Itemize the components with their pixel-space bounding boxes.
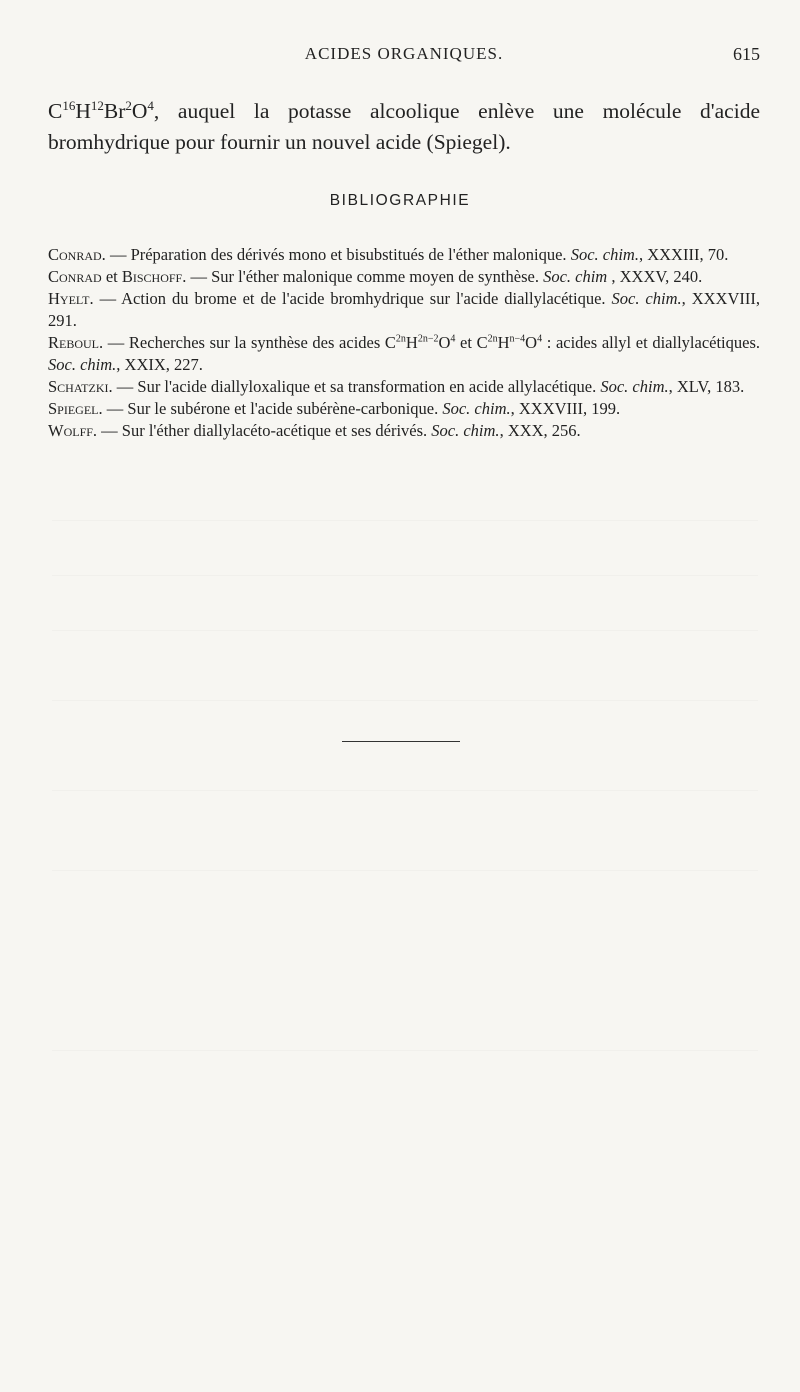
bibliography-list [48, 244, 760, 442]
entry-journal: Soc. chim. [48, 355, 117, 374]
formula-index: 4 [147, 97, 154, 113]
entry-text: et C [455, 333, 488, 352]
entry-text: — Action du brome et de l'acide bromhydrique sur l'acide diallylacétique. [93, 289, 612, 308]
formula-index: 16 [62, 97, 76, 113]
formula-element: H [75, 98, 91, 123]
entry-text: — Recherches sur la synthèse des acides C [103, 333, 396, 352]
entry-reference: , XXX, 256. [499, 421, 581, 440]
running-title: ACIDES ORGANIQUES. [304, 44, 504, 63]
show-through-line [52, 870, 758, 871]
entry-text: O [438, 333, 451, 352]
show-through-line [52, 1050, 758, 1051]
formula-element: C [48, 98, 63, 123]
entry-journal: Soc. chim. [600, 377, 669, 396]
intro-text: , auquel la potasse alcoolique enlève une molécule d'acide bromhydrique pour fournir un nouvel acide (Spiegel). [48, 98, 760, 154]
bibliography-entry [48, 244, 760, 266]
formula-index: 2n [395, 333, 406, 345]
show-through-line [52, 700, 758, 701]
bibliography-entry [48, 332, 760, 376]
entry-reference: , XXXIII, 70. [638, 245, 729, 264]
section-divider [342, 741, 460, 742]
page-header [48, 44, 760, 68]
entry-author: Conrad. [48, 245, 106, 264]
formula-index: 4 [450, 333, 456, 345]
entry-journal: Soc. chim. [570, 245, 639, 264]
entry-author: Wolff. [48, 421, 98, 440]
formula-index: 12 [90, 97, 104, 113]
entry-text: — Préparation des dérivés mono et bisubstitués de l'éther malonique. [105, 245, 571, 264]
entry-text: — Sur l'éther diallylacéto-acétique et ses dérivés. [97, 421, 432, 440]
bibliography-entry [48, 376, 760, 398]
entry-reference: , XLV, 183. [668, 377, 745, 396]
page-number: 615 [733, 44, 760, 64]
formula-index: 4 [537, 333, 543, 345]
entry-author: Spiegel. [48, 399, 103, 418]
entry-journal: Soc. chim. [431, 421, 500, 440]
bibliography-entry [48, 266, 760, 288]
entry-reference: , XXXVIII, 291. [48, 289, 760, 330]
bibliography-heading: BIBLIOGRAPHIE [329, 192, 471, 209]
entry-text: : acides allyl et diallylacétiques. [542, 333, 760, 352]
entry-journal: Soc. chim [543, 267, 608, 286]
entry-text: — Sur le subérone et l'acide subérène-carbonique. [102, 399, 443, 418]
entry-reference: , XXIX, 227. [116, 355, 203, 374]
entry-author: Reboul. [48, 333, 104, 352]
entry-connector: et [101, 267, 122, 286]
entry-text: O [525, 333, 538, 352]
entry-reference: , XXXV, 240. [607, 267, 703, 286]
show-through-line [52, 790, 758, 791]
bibliography-entry [48, 398, 760, 420]
formula-element: O [131, 98, 148, 123]
formula-index: 2 [125, 97, 132, 113]
formula-index: n−4 [509, 333, 526, 345]
show-through-line [52, 630, 758, 631]
entry-text: H [405, 333, 418, 352]
formula-index: 2n−2 [417, 333, 439, 345]
entry-text: — Sur l'éther malonique comme moyen de synthèse. [186, 267, 544, 286]
intro-paragraph [48, 96, 760, 158]
entry-text: H [497, 333, 510, 352]
bibliography-entry [48, 288, 760, 332]
entry-text: — Sur l'acide diallyloxalique et sa transformation en acide allylacétique. [112, 377, 601, 396]
entry-author: Bischoff. [121, 267, 187, 286]
entry-author: Hyelt. [48, 289, 94, 308]
formula-index: 2n [487, 333, 498, 345]
formula-element: Br [103, 98, 126, 123]
entry-reference: , XXXVIII, 199. [510, 399, 621, 418]
entry-author: Schatzki. [48, 377, 113, 396]
entry-author: Conrad [48, 267, 102, 286]
show-through-line [52, 575, 758, 576]
bibliography-entry [48, 420, 760, 442]
entry-journal: Soc. chim. [442, 399, 511, 418]
entry-journal: Soc. chim. [611, 289, 682, 308]
show-through-line [52, 520, 758, 521]
